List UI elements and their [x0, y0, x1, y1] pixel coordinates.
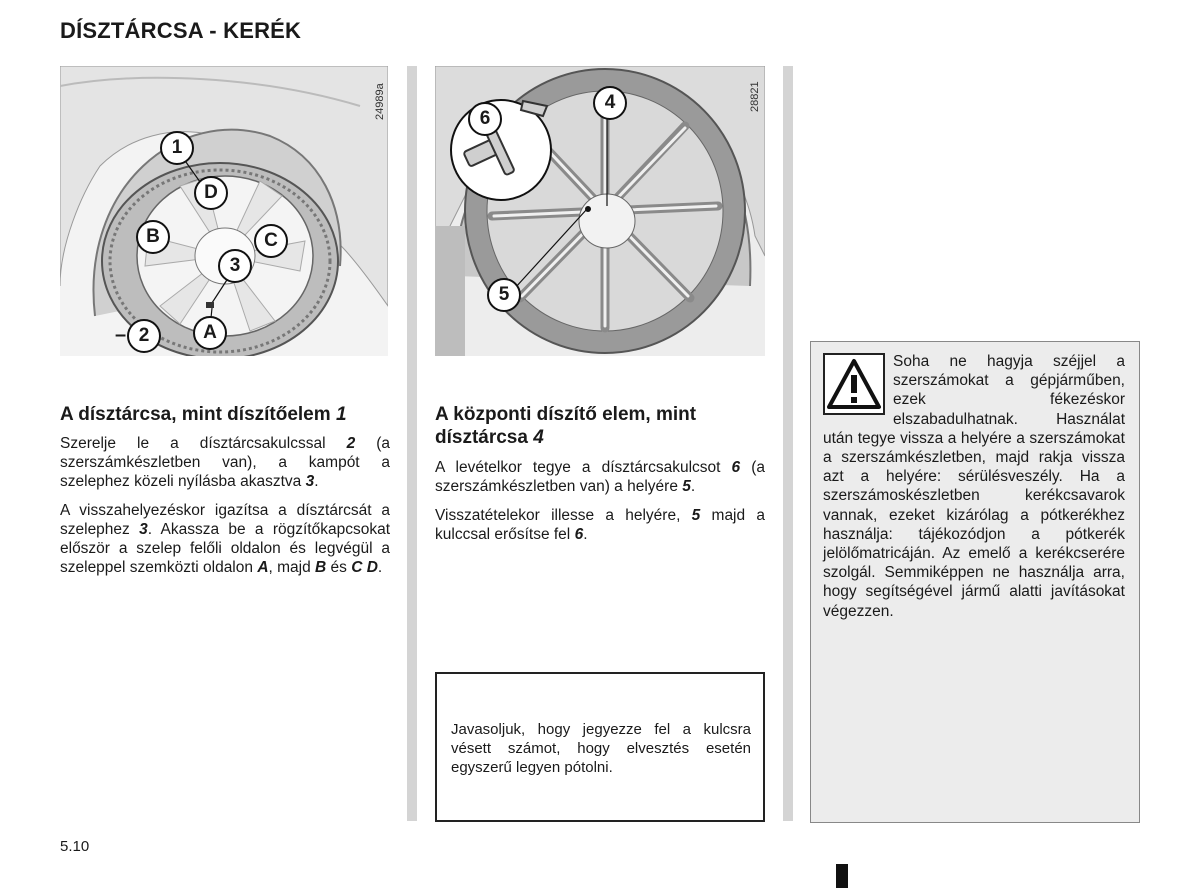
text-run: és: [326, 559, 352, 576]
wheel-illustration: [60, 66, 388, 356]
column-divider-right: [783, 66, 793, 821]
paragraph-removal: [60, 434, 390, 491]
note-box: [435, 672, 765, 822]
column-divider-left: [407, 66, 417, 821]
figure-code-mid: 28821: [749, 81, 761, 112]
hubcap-wheel-figure: [60, 66, 388, 356]
callout-reference: 5: [691, 507, 701, 524]
text-run: (a szerszámkészletben van), a kampót a szelephez közeli nyílásba akasztva: [60, 435, 390, 490]
callout-reference: 5: [682, 478, 691, 495]
text-run: Szerelje le a dísztárcsakulcssal: [60, 435, 347, 452]
callout-D: D: [194, 176, 228, 210]
section-body-hubcap: [60, 434, 390, 587]
center-cap-wheel-figure: [435, 66, 765, 356]
heading-callout-num: 1: [335, 404, 347, 425]
callout-4: 4: [593, 86, 627, 120]
callout-reference: C D: [351, 559, 378, 576]
text-run: majd a kulccsal erősítse fel: [435, 507, 765, 543]
callout-C: C: [254, 224, 288, 258]
text-run: , majd: [268, 559, 316, 576]
text-run: A levételkor tegye a dísztárcsakulcsot: [435, 459, 732, 476]
text-run: (a szerszámkészletben van) a helyére: [435, 459, 765, 495]
paragraph-refit: [60, 501, 390, 577]
callout-reference: 3: [139, 521, 148, 538]
icon-float-spacer: [823, 352, 893, 420]
callout-2: 2: [127, 319, 161, 353]
section-heading-center-cap: A központi díszítő elem, mint dísztárcsa 4: [435, 404, 697, 448]
callout-reference: A: [257, 559, 269, 576]
section-body-center-cap: [435, 458, 765, 554]
text-run: A visszahelyezéskor igazítsa a dísztárcsát a szelephez: [60, 502, 390, 538]
warning-box: [810, 341, 1140, 823]
callout-B: B: [136, 220, 170, 254]
page-title: DÍSZTÁRCSA - KERÉK: [60, 18, 302, 43]
callout-5: 5: [487, 278, 521, 312]
callout-6: 6: [468, 102, 502, 136]
callout-2-dash: –: [115, 324, 127, 346]
callout-reference: 2: [346, 435, 356, 452]
text-run: .: [314, 473, 319, 490]
callout-A: A: [193, 316, 227, 350]
text-run: .: [377, 559, 383, 576]
heading-callout-num: 4: [533, 427, 544, 448]
text-run: .: [583, 526, 588, 543]
callout-reference: 6: [731, 459, 741, 476]
page-number: 5.10: [60, 838, 90, 855]
paragraph-refit: [435, 506, 765, 544]
paragraph-removal: [435, 458, 765, 496]
callout-reference: 6: [574, 526, 584, 543]
callout-reference: 3: [305, 473, 315, 490]
note-text: Javasoljuk, hogy jegyezze fel a kulcsra vésett számot, hogy elvesztés esetén egyszerű legyen pótolni.: [451, 721, 751, 776]
section-heading-hubcap: A dísztárcsa, mint díszítőelem 1: [60, 404, 347, 425]
page-edge-marker: [836, 864, 848, 888]
callout-3: 3: [218, 249, 252, 283]
text-run: Visszatételekor illesse a helyére,: [435, 507, 692, 524]
warning-text: Soha ne hagyja széjjel a szerszámokat a gépjárműben, ezek fékezéskor elszabadulhatnak. Használat után tegye vissza a helyére a szerszámokat a szerszámkészletben, majd rakja vissza azt a helyére: sérülésveszély. Ha a szerszámoskészletben kerékcsavarok vannak, ezeket kizárólag a pótkerékhez használja: tájékozódjon a pótkerék jelölőmatricáján. Az emelő a kerékcserére szolgál. Semmiképpen ne használja arra, hogy segítségével jármű alatti javításokat végezzen.: [823, 353, 1125, 620]
text-run: .: [690, 478, 696, 495]
callout-reference: B: [315, 559, 327, 576]
figure-code-left: 24989a: [374, 83, 386, 120]
text-run: . Akassza be a rögzítőkapcsokat először a szelep felőli oldalon és legvégül a szeleppel szemközti oldalon: [60, 521, 390, 576]
callout-1: 1: [160, 131, 194, 165]
